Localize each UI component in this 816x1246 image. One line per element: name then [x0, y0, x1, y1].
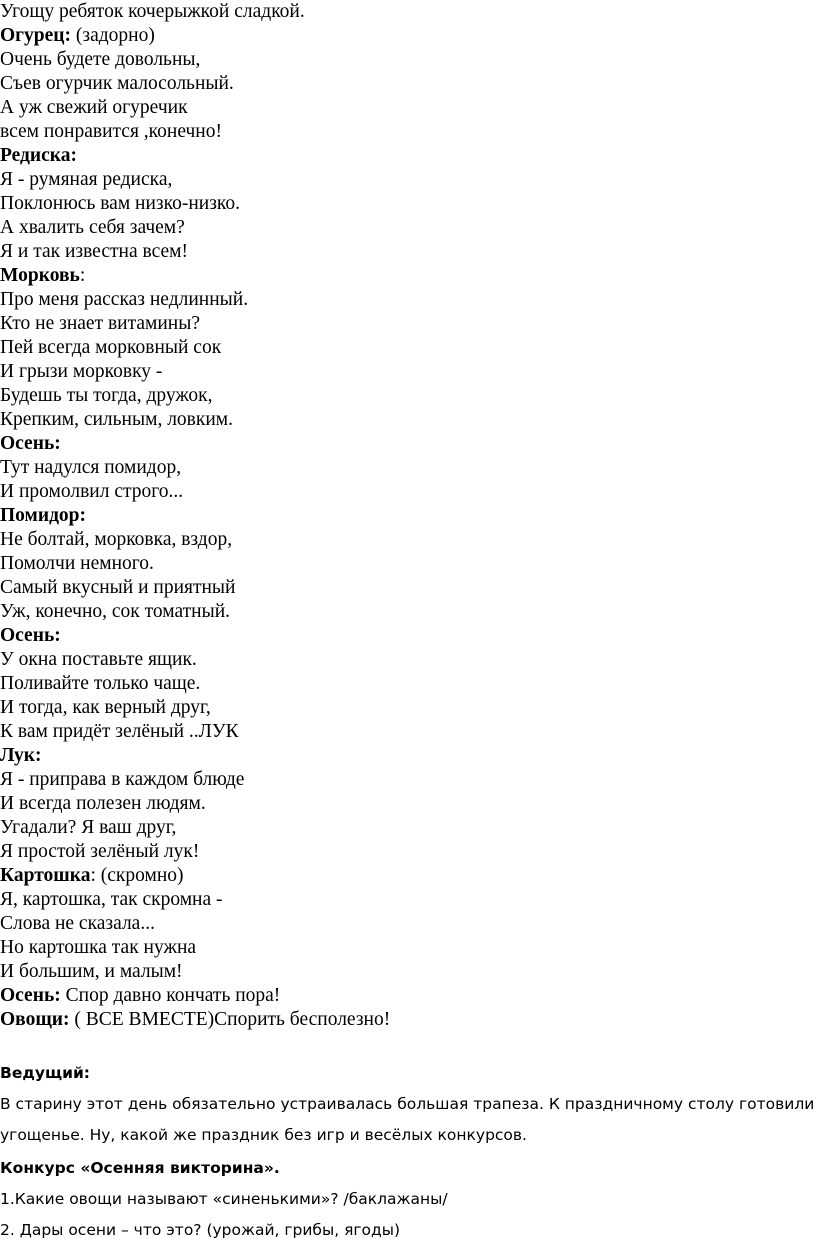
host-section — [0, 1058, 816, 1151]
poem-text: Самый вкусный и приятный — [0, 577, 236, 598]
poem-block — [0, 0, 390, 1032]
host-paragraph-line-2: угощенье. Ну, какой же праздник без игр и весёлых конкурсов. — [0, 1126, 527, 1144]
contest-heading: Конкурс «Осенняя викторина». — [0, 1159, 280, 1177]
question-2: 2. Дары осени – что это? (урожай, грибы, ягоды) — [0, 1221, 401, 1239]
poem-text: Тут надулся помидор, — [0, 457, 182, 478]
poem-line — [0, 720, 390, 744]
poem-text: Слова не сказала... — [0, 913, 155, 934]
speaker-name: Лук: — [0, 745, 42, 766]
poem-text: А уж свежий огуречик — [0, 97, 188, 118]
poem-line — [0, 72, 390, 96]
speaker-name: Помидор: — [0, 505, 87, 526]
poem-line — [0, 432, 390, 456]
poem-line — [0, 480, 390, 504]
poem-text: всем понравится ,конечно! — [0, 121, 222, 142]
poem-text: Угадали? Я ваш друг, — [0, 817, 177, 838]
speaker-name: Морковь — [0, 265, 80, 286]
poem-line — [0, 504, 390, 528]
poem-text: Я - приправа в каждом блюде — [0, 769, 245, 790]
poem-text: Будешь ты тогда, дружок, — [0, 385, 213, 406]
poem-line — [0, 144, 390, 168]
poem-line — [0, 840, 390, 864]
poem-text: А хвалить себя зачем? — [0, 217, 185, 238]
poem-text: И большим, и малым! — [0, 961, 183, 982]
poem-line — [0, 648, 390, 672]
poem-line — [0, 552, 390, 576]
poem-text: Не болтай, морковка, вздор, — [0, 529, 233, 550]
poem-text: И промолвил строго... — [0, 481, 184, 502]
contest-section — [0, 1153, 816, 1246]
host-paragraph-line-1: В старину этот день обязательно устраивалась большая трапеза. К праздничному столу готовили — [0, 1095, 815, 1113]
poem-line — [0, 624, 390, 648]
poem-text: Кто не знает витамины? — [0, 313, 200, 334]
poem-text: Спор давно кончать пора! — [60, 985, 281, 1006]
poem-line — [0, 384, 390, 408]
speaker-name: Огурец: — [0, 25, 72, 46]
poem-text: ( ВСЕ ВМЕСТЕ)Спорить бесполезно! — [69, 1009, 391, 1030]
poem-line — [0, 312, 390, 336]
poem-text: : — [79, 265, 86, 286]
poem-line — [0, 264, 390, 288]
poem-text: Я и так известна всем! — [0, 241, 188, 262]
poem-text: Помолчи немного. — [0, 553, 154, 574]
poem-text: Поклонюсь вам низко-низко. — [0, 193, 241, 214]
poem-line — [0, 96, 390, 120]
poem-line — [0, 672, 390, 696]
speaker-name: Картошка — [0, 865, 91, 886]
poem-line — [0, 864, 390, 888]
poem-line — [0, 816, 390, 840]
question-1: 1.Какие овощи называют «синенькими»? /баклажаны/ — [0, 1190, 448, 1208]
poem-text: Поливайте только чаще. — [0, 673, 201, 694]
poem-line — [0, 744, 390, 768]
host-heading: Ведущий: — [0, 1064, 91, 1082]
poem-text: Но картошка так нужна — [0, 937, 197, 958]
poem-text: Пей всегда морковный сок — [0, 337, 222, 358]
poem-line — [0, 696, 390, 720]
poem-line — [0, 936, 390, 960]
poem-line — [0, 768, 390, 792]
poem-line — [0, 168, 390, 192]
poem-line — [0, 960, 390, 984]
poem-text: И всегда полезен людям. — [0, 793, 206, 814]
poem-line — [0, 528, 390, 552]
poem-text: Я простой зелёный лук! — [0, 841, 200, 862]
poem-line — [0, 48, 390, 72]
poem-line — [0, 360, 390, 384]
speaker-name: Осень: — [0, 433, 61, 454]
poem-line — [0, 24, 390, 48]
poem-line — [0, 1008, 390, 1032]
poem-line — [0, 216, 390, 240]
poem-line — [0, 0, 390, 24]
poem-text: К вам придёт зелёный ..ЛУК — [0, 721, 239, 742]
poem-text: Уж, конечно, сок томатный. — [0, 601, 231, 622]
poem-text: Угощу ребяток кочерыжкой сладкой. — [0, 1, 305, 22]
poem-text: : (скромно) — [90, 865, 184, 886]
poem-line — [0, 888, 390, 912]
poem-text: Я, картошка, так скромна - — [0, 889, 223, 910]
poem-text: И грызи морковку - — [0, 361, 163, 382]
poem-line — [0, 408, 390, 432]
poem-text: Крепким, сильным, ловким. — [0, 409, 234, 430]
poem-text: Очень будете довольны, — [0, 49, 201, 70]
speaker-name: Осень: — [0, 625, 61, 646]
poem-line — [0, 912, 390, 936]
speaker-name: Осень: — [0, 985, 61, 1006]
poem-text: (задорно) — [71, 25, 155, 46]
poem-text: Я - румяная редиска, — [0, 169, 173, 190]
speaker-name: Овощи: — [0, 1009, 70, 1030]
poem-line — [0, 576, 390, 600]
poem-text: У окна поставьте ящик. — [0, 649, 197, 670]
poem-line — [0, 984, 390, 1008]
speaker-name: Редиска: — [0, 145, 77, 166]
poem-text: Съев огурчик малосольный. — [0, 73, 234, 94]
poem-text: Про меня рассказ недлинный. — [0, 289, 249, 310]
poem-line — [0, 288, 390, 312]
poem-line — [0, 792, 390, 816]
poem-line — [0, 600, 390, 624]
poem-line — [0, 240, 390, 264]
poem-line — [0, 192, 390, 216]
poem-line — [0, 120, 390, 144]
poem-line — [0, 336, 390, 360]
poem-text: И тогда, как верный друг, — [0, 697, 211, 718]
poem-line — [0, 456, 390, 480]
